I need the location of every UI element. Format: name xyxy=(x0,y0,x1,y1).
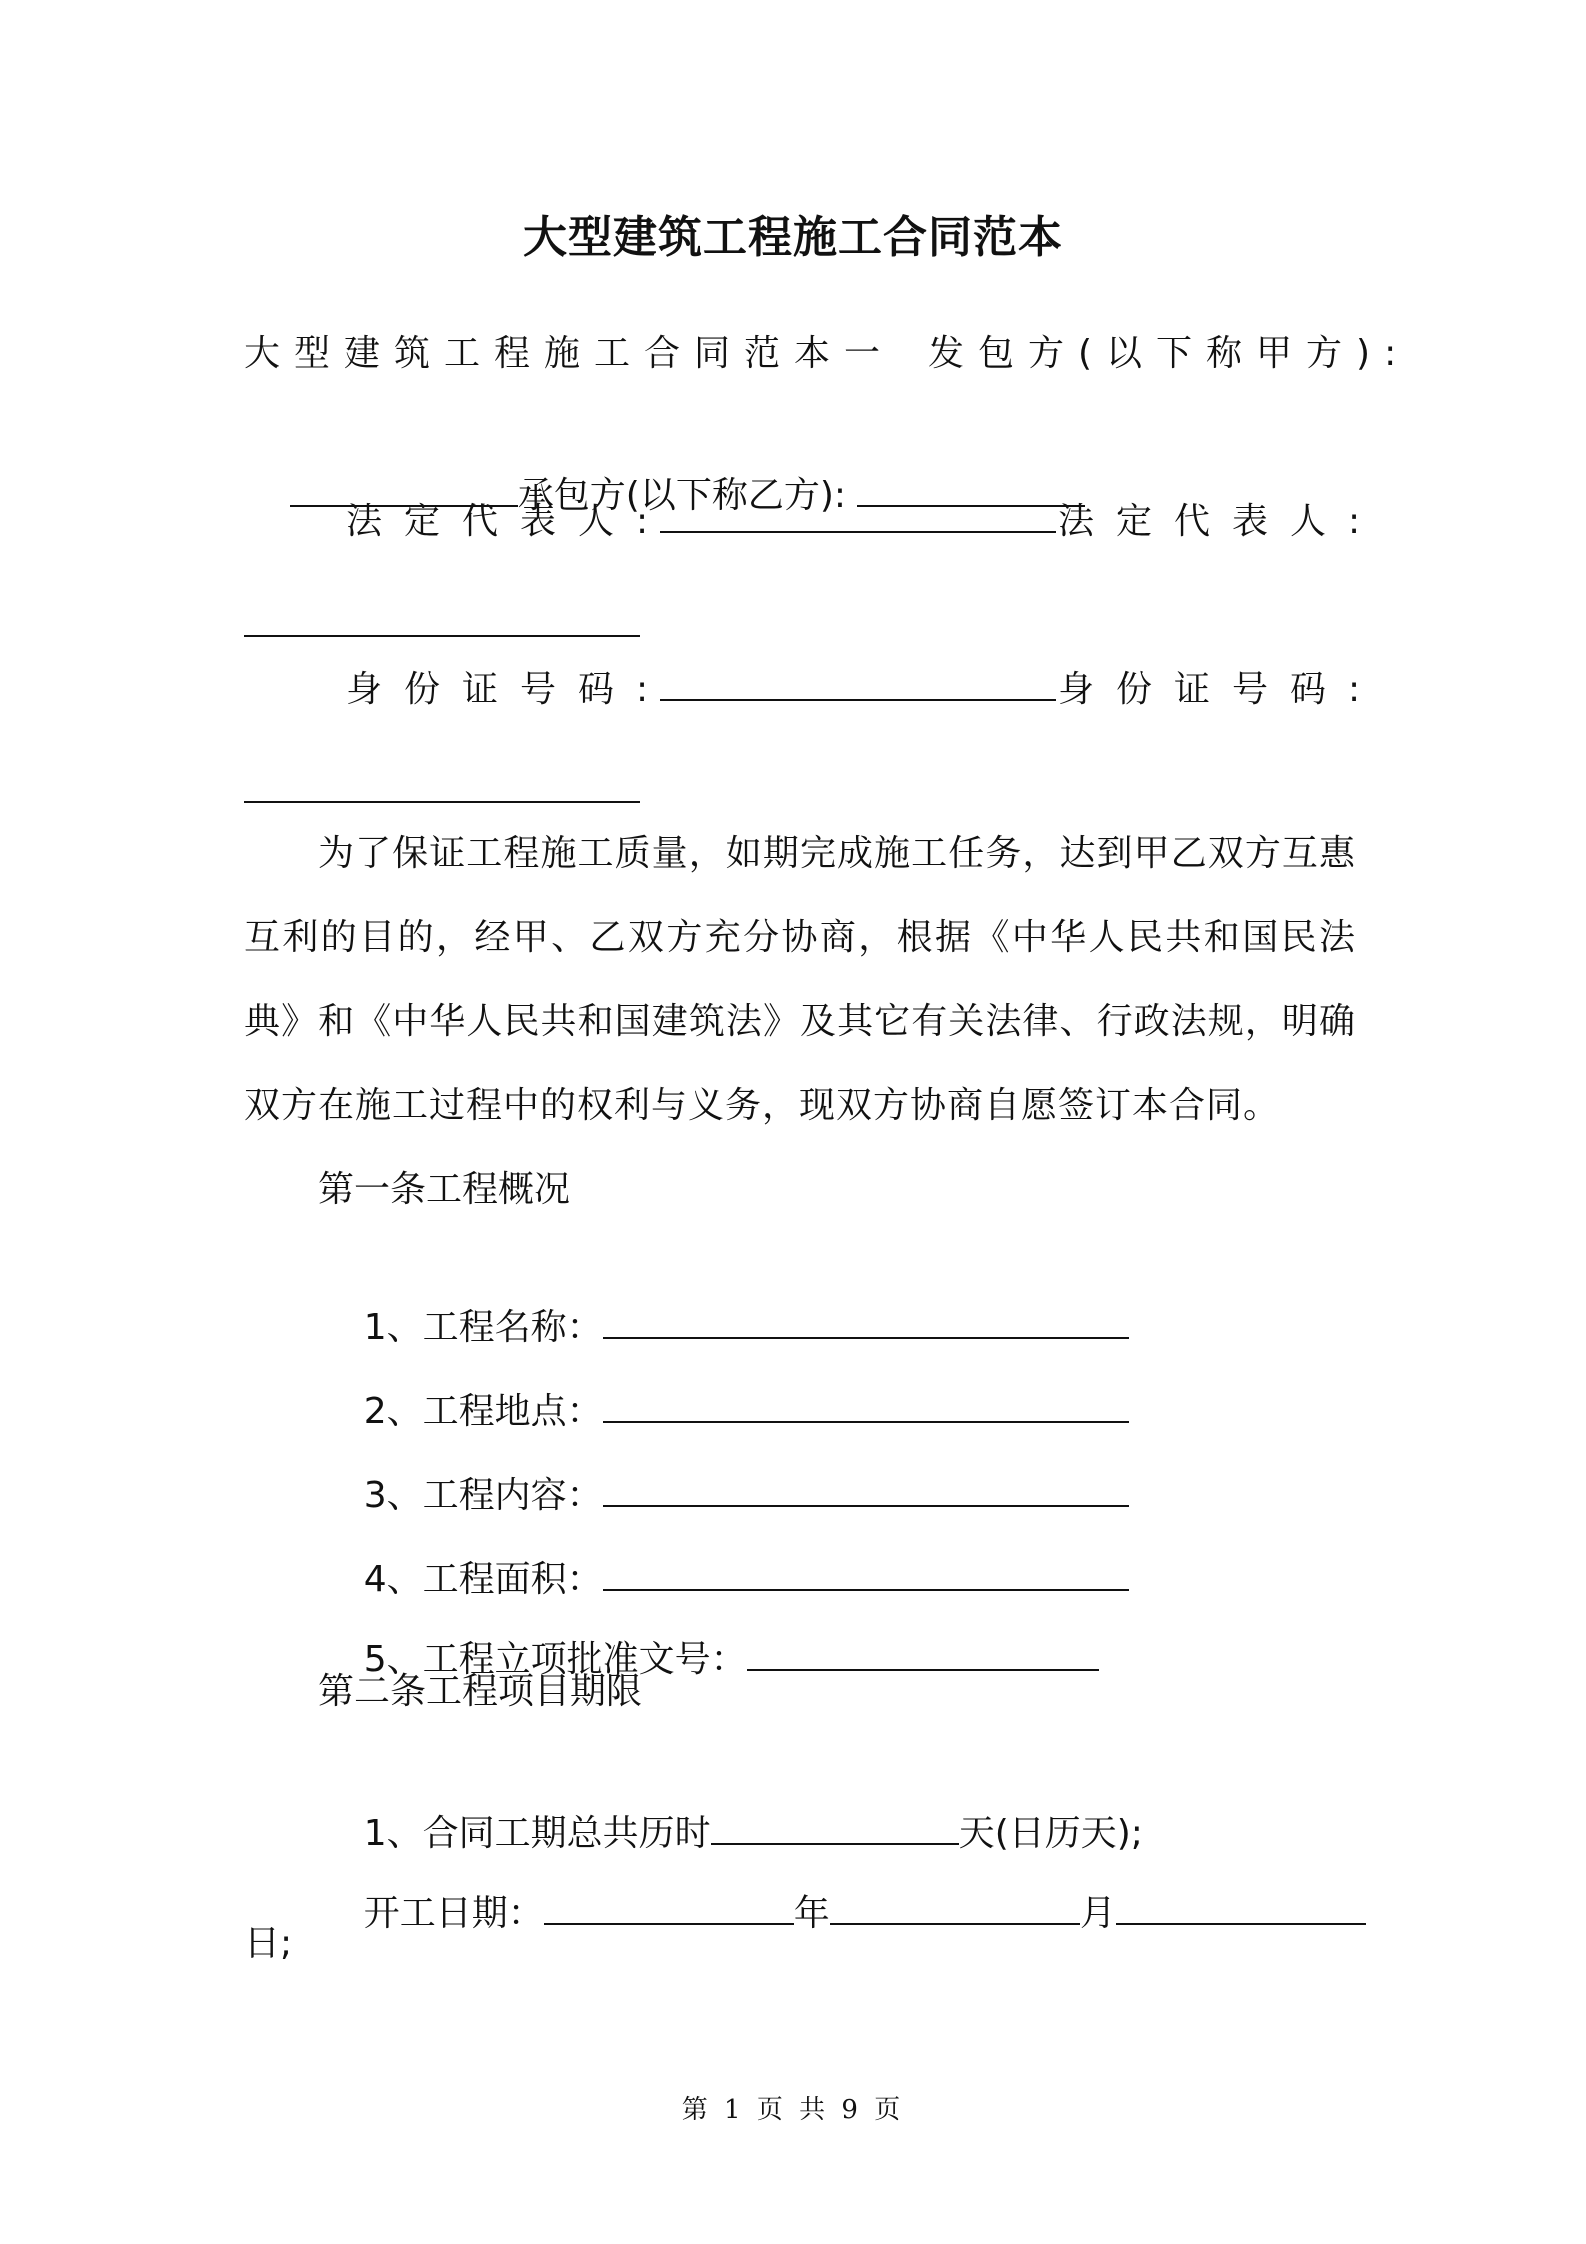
contractor-id-blank xyxy=(244,797,640,803)
start-date-row xyxy=(318,1836,1366,1992)
article1-title: 第一条工程概况 xyxy=(318,1169,571,1210)
employer-id-label: 身份证号码: xyxy=(346,669,671,710)
contractor-id-label: 身份证号码: xyxy=(1058,669,1383,710)
employer-id-blank-row xyxy=(660,664,1056,716)
article2-title: 第二条工程项目期限 xyxy=(318,1671,643,1712)
duration-prefix: 1、合同工期总共历时 xyxy=(363,1813,711,1854)
duration-suffix: 天(日历天); xyxy=(958,1813,1143,1854)
contract-subtitle: 大型建筑工程施工合同范本一 xyxy=(244,333,895,374)
year-label: 年 xyxy=(793,1893,830,1934)
contractor-rep-blank xyxy=(244,631,640,637)
start-date-label: 开工日期： xyxy=(363,1893,544,1934)
contractor-rep-blank-row xyxy=(244,600,640,652)
employer-id-blank xyxy=(660,695,1056,701)
article1-item-label: 1、工程名称： xyxy=(363,1307,603,1348)
page-indicator: 第 1 页 共 9 页 xyxy=(681,2095,905,2125)
contractor-rep-label: 法定代表人: xyxy=(1058,501,1383,542)
document-title: 大型建筑工程施工合同范本 xyxy=(523,212,1063,263)
article1-item-label: 2、工程地点： xyxy=(363,1391,603,1432)
article1-item-label: 4、工程面积： xyxy=(363,1559,603,1600)
contractor-id-blank-row xyxy=(244,766,640,818)
article1-item-label: 5、工程立项批准文号： xyxy=(363,1639,747,1680)
article1-item-label: 3、工程内容： xyxy=(363,1475,603,1516)
employer-rep-blank xyxy=(660,527,1056,533)
employer-rep-blank-row xyxy=(660,496,1056,548)
day-blank xyxy=(1116,1919,1366,1925)
year-blank xyxy=(544,1919,794,1925)
intro-paragraph: 为了保证工程施工质量，如期完成施工任务，达到甲乙双方互惠互利的目的，经甲、乙双方充分协商，根据《中华人民共和国民法典》和《中华人民共和国建筑法》及其它有关法律、行政法规，明确双方在施工过程中的权利与义务，现双方协商自愿签订本合同。 xyxy=(244,833,1356,1126)
employer-rep-label: 法定代表人: xyxy=(346,501,671,542)
contractor-label: 承包方(以下称乙方): xyxy=(517,475,847,516)
month-label: 月 xyxy=(1079,1893,1116,1934)
employer-label: 发包方(以下称甲方): xyxy=(928,333,1411,374)
month-blank xyxy=(830,1919,1080,1925)
day-label: 日; xyxy=(244,1923,293,1964)
approval-number-blank xyxy=(747,1665,1099,1671)
